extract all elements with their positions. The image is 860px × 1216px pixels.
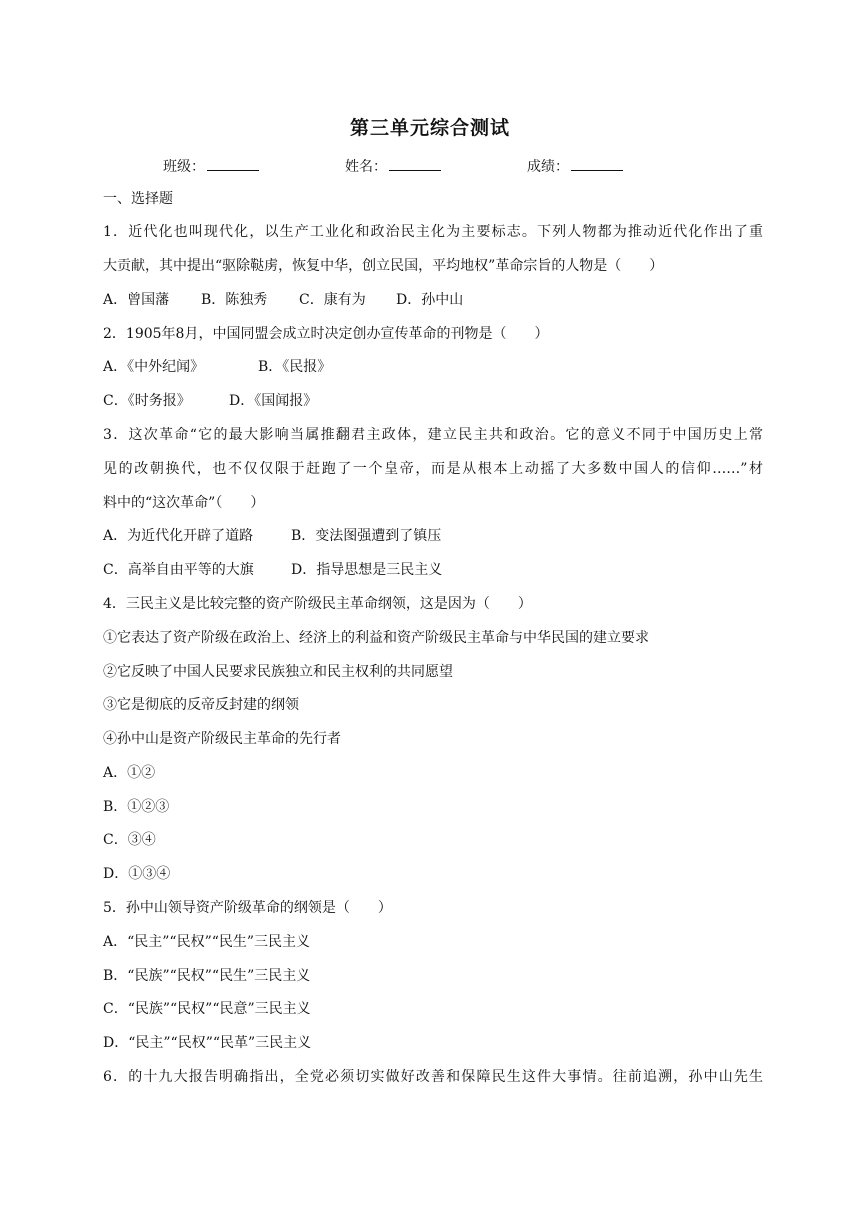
question-5-option-b: B．“民族”“民权”“民生”三民主义 xyxy=(103,968,311,984)
page-title: 第三单元综合测试 xyxy=(349,117,510,139)
option-d: D．指导思想是三民主义 xyxy=(291,562,443,578)
score-label: 成绩： xyxy=(527,159,569,175)
option-c: C．高举自由平等的大旗 xyxy=(103,562,254,578)
question-3-options-row-2 xyxy=(103,560,763,580)
question-4-statement-1: ①它表达了资产阶级在政治上、经济上的利益和资产阶级民主革命与中华民国的建立要求 xyxy=(103,630,649,646)
question-1-line-2: 大贡献，其中提出“驱除鞑虏，恢复中华，创立民国，平均地权”革命宗旨的人物是（ ） xyxy=(103,258,664,274)
question-2-options-row-2 xyxy=(103,391,763,411)
option-a: A．《中外纪闻》 xyxy=(103,359,205,375)
option-d: D．孙中山 xyxy=(396,292,464,308)
question-2-line-1: 2．1905年8月，中国同盟会成立时决定创办宣传革命的刊物是（ ） xyxy=(103,326,549,342)
score-field xyxy=(527,156,623,176)
question-4-option-d: D．①③④ xyxy=(103,866,171,882)
name-label: 姓名： xyxy=(345,159,387,175)
option-d: D．《国闻报》 xyxy=(229,393,318,409)
class-blank xyxy=(207,158,259,171)
question-2-options-row-1 xyxy=(103,357,763,377)
question-4-option-c: C．③④ xyxy=(103,832,156,848)
question-4-statement-3: ③它是彻底的反帝反封建的纲领 xyxy=(103,697,299,713)
question-1-options xyxy=(103,290,763,310)
question-5-option-a: A．“民主”“民权”“民生”三民主义 xyxy=(103,934,311,950)
question-4-option-a: A．①② xyxy=(103,765,156,781)
question-4-statement-2: ②它反映了中国人民要求民族独立和民主权利的共同愿望 xyxy=(103,664,453,680)
question-5-line-1: 5．孙中山领导资产阶级革命的纲领是（ ） xyxy=(103,900,392,916)
question-3-line-1: 3．这次革命“它的最大影响当属推翻君主政体，建立民主共和政治。它的意义不同于中国历史上常 xyxy=(103,427,763,443)
class-label: 班级： xyxy=(163,159,205,175)
question-6-line-1: 6．的十九大报告明确指出，全党必须切实做好改善和保障民生这件大事情。往前追溯，孙中山先生 xyxy=(103,1069,763,1085)
option-c: C．《时务报》 xyxy=(103,393,191,409)
option-a: A．为近代化开辟了道路 xyxy=(103,528,254,544)
option-b: B．变法图强遭到了镇压 xyxy=(291,528,442,544)
option-b: B．《民报》 xyxy=(258,359,332,375)
question-4-line-1: 4．三民主义是比较完整的资产阶级民主革命纲领，这是因为（ ） xyxy=(103,596,532,612)
section-heading: 一、选择题 xyxy=(103,191,173,207)
question-4-option-b: B．①②③ xyxy=(103,799,170,815)
question-3-line-3: 料中的“这次革命”（ ） xyxy=(103,495,265,511)
name-blank xyxy=(389,158,441,171)
score-blank xyxy=(571,158,623,171)
question-3-options-row-1 xyxy=(103,526,763,546)
option-c: C．康有为 xyxy=(299,292,366,308)
name-field xyxy=(345,156,441,176)
question-1-line-1: 1．近代化也叫现代化，以生产工业化和政治民主化为主要标志。下列人物都为推动近代化作出了重 xyxy=(103,224,763,240)
option-b: B．陈独秀 xyxy=(201,292,268,308)
question-5-option-c: C．“民族”“民权”“民意”三民主义 xyxy=(103,1001,311,1017)
question-5-option-d: D．“民主”“民权”“民革”三民主义 xyxy=(103,1035,312,1051)
question-4-statement-4: ④孙中山是资产阶级民主革命的先行者 xyxy=(103,731,341,747)
option-a: A．曾国藩 xyxy=(103,292,170,308)
class-field xyxy=(163,156,259,176)
question-3-line-2: 见的改朝换代，也不仅仅限于赶跑了一个皇帝，而是从根本上动摇了大多数中国人的信仰……”材 xyxy=(103,461,763,477)
